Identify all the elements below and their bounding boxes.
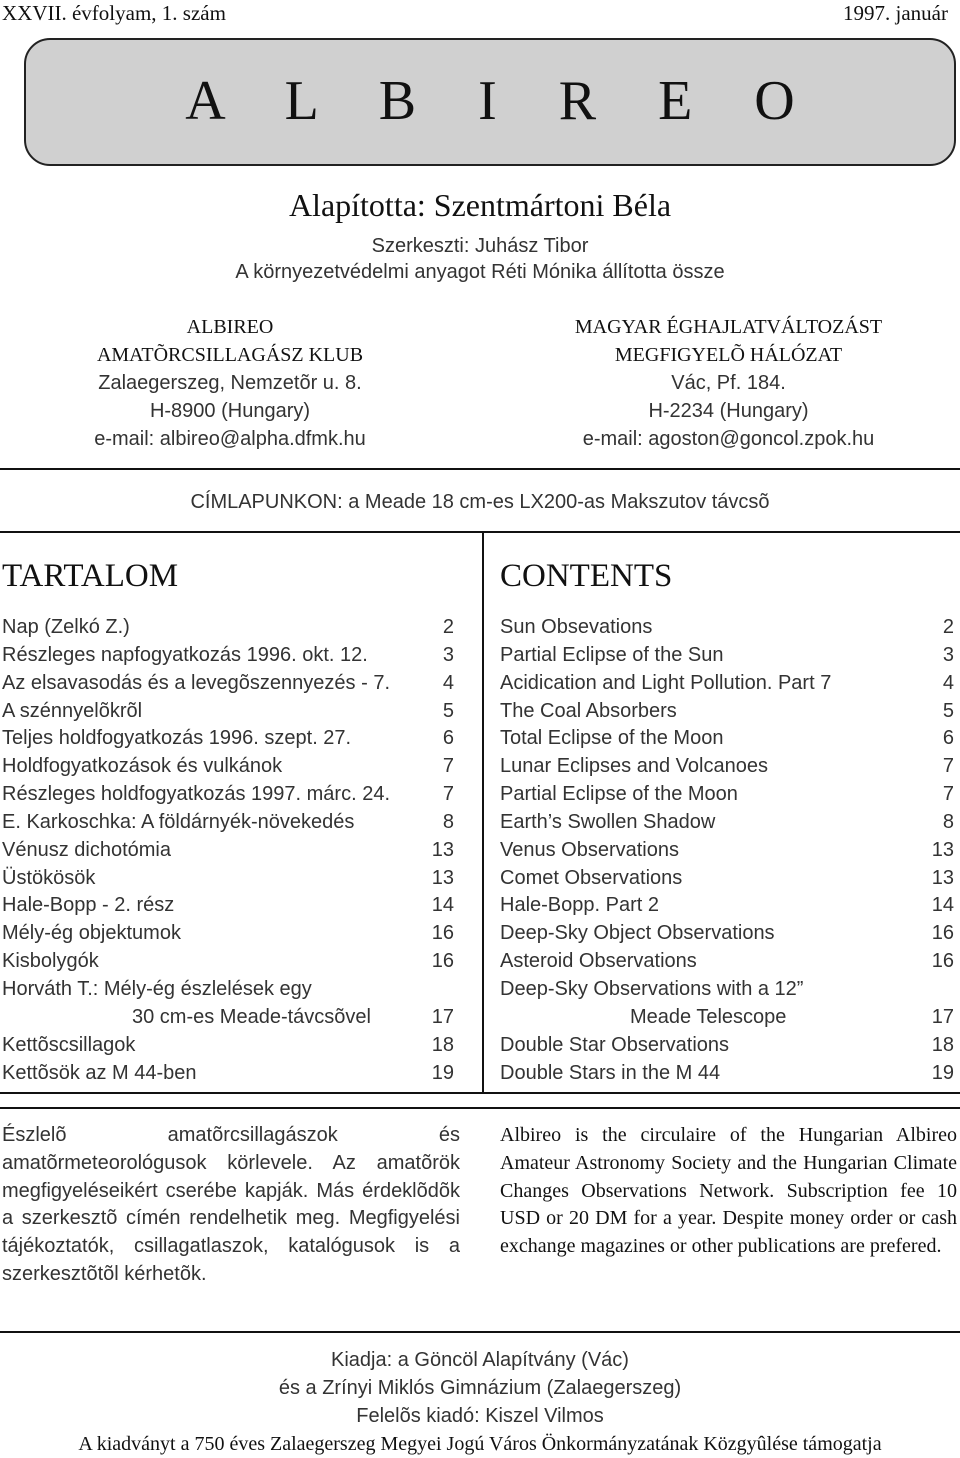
toc-entry-page: 13 bbox=[431, 866, 454, 889]
toc-entry bbox=[500, 753, 954, 781]
toc-entry-title: Meade Telescope bbox=[630, 1005, 787, 1028]
toc-entry-title: Venus Observations bbox=[500, 838, 679, 861]
toc-entry-page: 13 bbox=[931, 866, 954, 889]
toc-entry-page: 14 bbox=[931, 894, 954, 917]
toc-entry-title: Partial Eclipse of the Moon bbox=[500, 783, 738, 806]
divider bbox=[0, 531, 960, 533]
divider bbox=[0, 1331, 960, 1333]
toc-entry-page: 2 bbox=[942, 616, 954, 638]
club-email: e-mail: albireo@alpha.dfmk.hu bbox=[94, 428, 366, 450]
toc-entry bbox=[500, 948, 954, 976]
club-postcode: H-8900 (Hungary) bbox=[149, 400, 311, 422]
toc-entry-page: 6 bbox=[442, 727, 454, 750]
divider bbox=[0, 1092, 960, 1094]
toc-entry-title: Részleges napfogyatkozás 1996. okt. 12. bbox=[2, 643, 368, 666]
publisher-line: Kiadja: a Göncöl Alapítvány (Vác) bbox=[331, 1349, 629, 1371]
toc-entry bbox=[2, 1004, 454, 1032]
toc-entry bbox=[500, 1060, 954, 1088]
toc-entry-page: 3 bbox=[942, 643, 954, 666]
toc-entry-title: Acidication and Light Pollution. Part 7 bbox=[500, 671, 832, 694]
toc-entry bbox=[2, 698, 454, 726]
toc-entry-title: Az elsavasodás és a levegõszennyezés - 7. bbox=[2, 671, 390, 694]
toc-entry-page: 13 bbox=[431, 838, 454, 861]
toc-entry-page: 17 bbox=[931, 1005, 954, 1028]
toc-entry-page: 13 bbox=[931, 838, 954, 861]
toc-entry bbox=[500, 781, 954, 809]
description-english: Albireo is the circulaire of the Hungarian Albireo Amateur Astronomy Society and the Hungarian Climate Changes Observations Network. Subscription fee 10 USD or 20 DM for a year. Despite money order or cash exchange magazines or other publications are prefered. bbox=[500, 1124, 957, 1258]
founder-line: Alapította: Szentmártoni Béla bbox=[288, 187, 672, 223]
toc-entry-title: Hale-Bopp - 2. rész bbox=[2, 894, 175, 917]
toc-entry-page: 17 bbox=[431, 1005, 454, 1028]
publisher-line: és a Zrínyi Miklós Gimnázium (Zalaegerszeg) bbox=[278, 1377, 682, 1399]
toc-entry-title: Vénusz dichotómia bbox=[2, 838, 171, 861]
toc-entry bbox=[500, 670, 954, 698]
club-subtitle: AMATÕRCSILLAGÁSZ KLUB bbox=[96, 344, 364, 366]
club-address bbox=[0, 313, 460, 453]
club-name: ALBIREO bbox=[186, 316, 274, 338]
toc-entry-title: Earth’s Swollen Shadow bbox=[500, 810, 716, 833]
divider bbox=[0, 468, 960, 470]
environment-note: A környezetvédelmi anyagot Réti Mónika állította össze bbox=[235, 261, 725, 283]
publisher-info bbox=[0, 1346, 960, 1458]
toc-entry-page: 2 bbox=[442, 616, 454, 638]
toc-entry-title: Horváth T.: Mély-ég észlelések egy bbox=[2, 977, 312, 1000]
toc-entry bbox=[2, 892, 454, 920]
network-email: e-mail: agoston@goncol.zpok.hu bbox=[582, 428, 875, 450]
toc-entry-page: 16 bbox=[431, 922, 454, 945]
toc-entry-page: 18 bbox=[431, 1033, 454, 1056]
toc-entry bbox=[2, 948, 454, 976]
toc-entry-title: Asteroid Observations bbox=[500, 950, 697, 973]
toc-entry-page: 19 bbox=[931, 1061, 954, 1084]
toc-entry bbox=[500, 892, 954, 920]
toc-entry-page: 7 bbox=[442, 783, 454, 806]
network-address bbox=[497, 313, 960, 453]
toc-entry-page: 14 bbox=[431, 894, 454, 917]
toc-entry bbox=[500, 976, 954, 1004]
toc-entry bbox=[2, 1060, 454, 1088]
toc-entry-title: The Coal Absorbers bbox=[500, 699, 677, 722]
volume-issue: XXVII. évfolyam, 1. szám bbox=[2, 1, 226, 25]
toc-hungarian bbox=[2, 614, 454, 1087]
toc-entry bbox=[2, 781, 454, 809]
toc-entry-title: Holdfogyatkozások és vulkánok bbox=[2, 755, 283, 778]
column-divider bbox=[482, 531, 484, 1092]
toc-entry-title: Üstökösök bbox=[2, 866, 96, 889]
sponsor-line: A kiadványt a 750 éves Zalaegerszeg Megyei Jogú Város Önkormányzatának Közgyûlése támogatja bbox=[78, 1433, 882, 1455]
responsible-publisher: Felelõs kiadó: Kiszel Vilmos bbox=[356, 1405, 604, 1427]
club-street: Zalaegerszeg, Nemzetõr u. 8. bbox=[98, 372, 362, 394]
toc-entry bbox=[500, 837, 954, 865]
toc-entry-title: Kettõscsillagok bbox=[2, 1033, 136, 1056]
toc-entry bbox=[500, 614, 954, 642]
toc-entry-page: 5 bbox=[942, 699, 954, 722]
toc-entry-title: Double Stars in the M 44 bbox=[500, 1061, 721, 1084]
cover-caption: CÍMLAPUNKON: a Meade 18 cm-es LX200-as Makszutov távcsõ bbox=[190, 491, 770, 513]
toc-entry-page: 19 bbox=[431, 1061, 454, 1084]
toc-entry-page: 16 bbox=[931, 950, 954, 973]
toc-entry bbox=[500, 698, 954, 726]
toc-entry-title: Kisbolygók bbox=[2, 950, 99, 973]
toc-entry-title: Kettõsök az M 44-ben bbox=[2, 1061, 197, 1084]
toc-heading-hungarian: TARTALOM bbox=[2, 558, 179, 594]
toc-entry-page: 18 bbox=[931, 1033, 954, 1056]
toc-entry-page: 4 bbox=[942, 671, 954, 694]
network-postcode: H-2234 (Hungary) bbox=[648, 400, 809, 422]
toc-entry-title: A szénnyelõkrõl bbox=[2, 699, 143, 722]
toc-entry bbox=[2, 837, 454, 865]
toc-entry-page: 3 bbox=[442, 643, 454, 666]
toc-entry bbox=[2, 976, 454, 1004]
toc-entry-page: 7 bbox=[442, 755, 454, 778]
toc-entry bbox=[500, 809, 954, 837]
divider bbox=[0, 1107, 960, 1109]
toc-entry-title: Részleges holdfogyatkozás 1997. márc. 24. bbox=[2, 783, 390, 806]
toc-entry bbox=[2, 642, 454, 670]
network-name: MAGYAR ÉGHAJLATVÁLTOZÁST bbox=[574, 316, 883, 338]
toc-entry bbox=[500, 920, 954, 948]
toc-entry-page: 16 bbox=[431, 950, 454, 973]
toc-entry-title: Sun Obsevations bbox=[500, 616, 653, 638]
toc-entry bbox=[500, 1004, 954, 1032]
toc-entry bbox=[2, 614, 454, 642]
toc-entry bbox=[2, 753, 454, 781]
editor-line: Szerkeszti: Juhász Tibor bbox=[371, 235, 589, 257]
toc-entry-title: Mély-ég objektumok bbox=[2, 922, 181, 945]
toc-entry bbox=[2, 865, 454, 893]
toc-entry bbox=[500, 725, 954, 753]
toc-entry-title: Double Star Observations bbox=[500, 1033, 730, 1056]
toc-entry-title: Nap (Zelkó Z.) bbox=[2, 616, 130, 638]
toc-entry-page: 16 bbox=[931, 922, 954, 945]
toc-entry bbox=[2, 920, 454, 948]
toc-entry-title: Hale-Bopp. Part 2 bbox=[500, 894, 659, 917]
toc-entry bbox=[500, 1032, 954, 1060]
toc-entry bbox=[2, 670, 454, 698]
toc-entry-title: Teljes holdfogyatkozás 1996. szept. 27. bbox=[2, 727, 352, 750]
toc-entry-title: Deep-Sky Object Observations bbox=[500, 922, 775, 945]
toc-entry-page: 5 bbox=[442, 699, 454, 722]
toc-entry bbox=[2, 809, 454, 837]
toc-entry-title: Comet Observations bbox=[500, 866, 683, 889]
toc-entry-title: Partial Eclipse of the Sun bbox=[500, 643, 724, 666]
toc-entry-title: 30 cm-es Meade-távcsõvel bbox=[132, 1005, 371, 1028]
toc-entry-title: Total Eclipse of the Moon bbox=[500, 727, 724, 750]
description-hungarian: Észlelõ amatõrcsillagászok és amatõrmeteorológusok körlevele. Az amatõrök megfigyeléseikért cserébe kapják. Más érdeklõdõk a szerkesztõ címén rendelhetik meg. Megfigyelési tájékoztatók, csillagatlaszok, katalógusok is a szerkesztõtõl kérhetõk. bbox=[2, 1124, 460, 1285]
toc-entry-page: 8 bbox=[942, 810, 954, 833]
network-subtitle: MEGFIGYELÕ HÁLÓZAT bbox=[614, 344, 843, 366]
magazine-title: A L B I R E O bbox=[185, 70, 819, 132]
toc-entry bbox=[500, 865, 954, 893]
toc-entry-page: 6 bbox=[942, 727, 954, 750]
network-pobox: Vác, Pf. 184. bbox=[671, 372, 786, 394]
toc-english bbox=[500, 614, 954, 1087]
toc-entry-page: 7 bbox=[942, 755, 954, 778]
toc-entry-title: Deep-Sky Observations with a 12” bbox=[500, 977, 804, 1000]
toc-entry bbox=[2, 725, 454, 753]
toc-entry-title: Lunar Eclipses and Volcanoes bbox=[500, 755, 768, 778]
toc-entry-title: E. Karkoschka: A földárnyék-növekedés bbox=[2, 810, 355, 833]
toc-entry-page: 7 bbox=[942, 783, 954, 806]
toc-entry bbox=[2, 1032, 454, 1060]
toc-entry-page: 4 bbox=[442, 671, 454, 694]
toc-entry-page: 8 bbox=[442, 810, 454, 833]
toc-entry bbox=[500, 642, 954, 670]
toc-heading-english: CONTENTS bbox=[500, 558, 673, 594]
issue-date: 1997. január bbox=[843, 1, 948, 25]
